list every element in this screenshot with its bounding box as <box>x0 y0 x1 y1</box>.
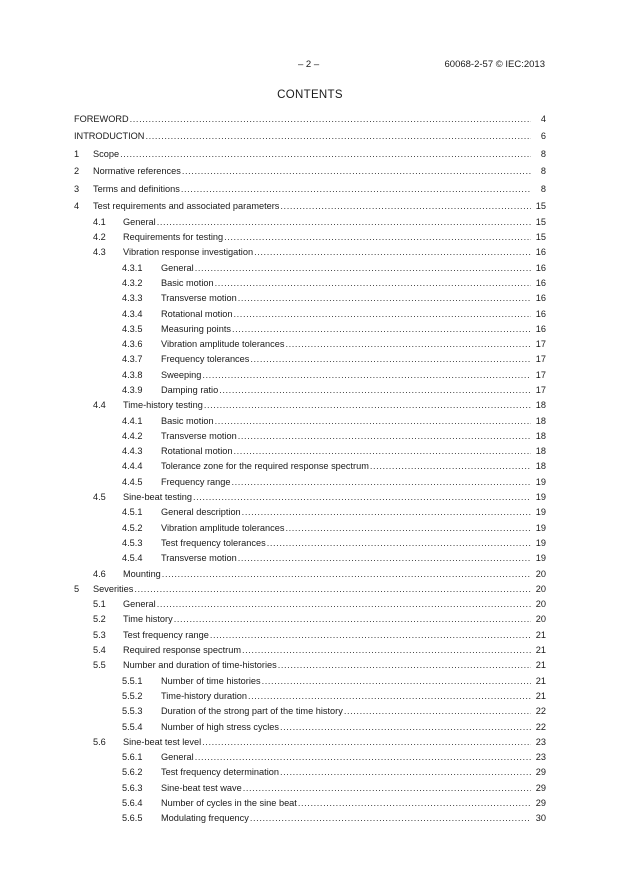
toc-entry-page: 21 <box>535 629 546 640</box>
dot-leader <box>181 182 531 197</box>
toc-entry-number: 4.3.9 <box>122 384 143 395</box>
toc-entry[interactable] <box>74 352 546 367</box>
toc-entry-title: Frequency range <box>161 476 231 487</box>
toc-entry-page: 21 <box>535 660 546 671</box>
dot-leader <box>298 796 531 811</box>
toc-entry-page: 29 <box>535 798 546 808</box>
page-header <box>0 59 620 73</box>
toc-entry-number: 5 <box>74 583 80 594</box>
dot-leader <box>278 658 531 673</box>
toc-entry[interactable] <box>74 567 546 582</box>
toc-entry-title: Scope <box>93 148 120 159</box>
dot-leader <box>280 720 531 735</box>
toc-entry[interactable] <box>74 521 546 536</box>
toc-entry-page: 16 <box>535 308 546 319</box>
toc-entry[interactable] <box>74 444 546 459</box>
toc-entry-number: 4.4 <box>93 400 106 411</box>
dot-leader <box>285 337 531 352</box>
toc-entry-page: 18 <box>535 430 546 441</box>
dot-leader <box>210 628 531 643</box>
toc-entry[interactable] <box>74 307 546 322</box>
toc-entry-number: 5.1 <box>93 599 106 610</box>
toc-entry-number: 5.4 <box>93 645 106 656</box>
dot-leader <box>254 245 531 260</box>
dot-leader <box>202 368 531 383</box>
dot-leader <box>238 429 531 444</box>
dot-leader <box>234 307 532 322</box>
toc-entry-title: INTRODUCTION <box>74 131 145 142</box>
toc-entry-number: 4.4.3 <box>122 446 143 457</box>
toc-entry[interactable] <box>74 750 546 765</box>
toc-entry-page: 15 <box>535 216 546 227</box>
toc-entry[interactable] <box>74 398 546 413</box>
toc-entry-page: 15 <box>535 201 546 212</box>
toc-entry-page: 8 <box>540 183 546 194</box>
toc-entry-page: 20 <box>535 599 546 610</box>
dot-leader <box>248 689 531 704</box>
toc-entry-title: Transverse motion <box>161 430 237 441</box>
toc-entry-title: Measuring points <box>161 323 231 334</box>
toc-entry[interactable] <box>74 129 546 144</box>
toc-entry[interactable] <box>74 490 546 505</box>
toc-entry-number: 4.3.6 <box>122 339 143 350</box>
toc-entry-number: 4.4.4 <box>122 461 143 472</box>
toc-entry-page: 19 <box>535 537 546 548</box>
toc-entry-number: 4 <box>74 201 80 212</box>
toc-entry-title: Vibration response investigation <box>123 247 254 258</box>
dot-leader <box>174 612 531 627</box>
toc-entry-number: 4.2 <box>93 232 106 243</box>
toc-entry[interactable] <box>74 429 546 444</box>
toc-entry-title: Frequency tolerances <box>161 354 250 365</box>
toc-entry-number: 4.4.1 <box>122 415 143 426</box>
dot-leader <box>238 551 531 566</box>
toc-entry-title: Number of cycles in the sine beat <box>161 798 297 808</box>
dot-leader <box>130 112 531 127</box>
toc-entry-number: 4.6 <box>93 568 106 579</box>
toc-entry-number: 5.5.2 <box>122 690 143 701</box>
toc-entry[interactable] <box>74 735 546 750</box>
toc-entry-title: General <box>123 599 156 610</box>
toc-entry[interactable] <box>74 322 546 337</box>
toc-entry-title: Normative references <box>93 166 181 177</box>
toc-entry-page: 19 <box>535 553 546 564</box>
toc-entry-title: General <box>161 262 194 273</box>
toc-entry-title: Transverse motion <box>161 293 237 304</box>
dot-leader <box>344 704 531 719</box>
toc-entry[interactable] <box>74 582 546 597</box>
toc-entry-number: 4.3.1 <box>122 262 143 273</box>
toc-entry[interactable] <box>74 414 546 429</box>
dot-leader <box>182 164 531 179</box>
toc-entry-number: 4.3.2 <box>122 277 143 288</box>
toc-entry-title: Sine-beat testing <box>123 492 192 503</box>
toc-entry[interactable] <box>74 383 546 398</box>
dot-leader <box>262 674 531 689</box>
dot-leader <box>267 536 531 551</box>
toc-entry-title: Duration of the strong part of the time history <box>161 706 343 717</box>
toc-entry[interactable] <box>74 811 546 826</box>
toc-entry[interactable] <box>74 112 546 127</box>
toc-entry-number: 5.6.1 <box>122 752 143 763</box>
toc-entry[interactable] <box>74 215 546 230</box>
toc-entry-number: 4.5.3 <box>122 537 143 548</box>
dot-leader <box>157 215 531 230</box>
dot-leader <box>162 567 531 582</box>
toc-entry-number: 5.5 <box>93 660 106 671</box>
toc-entry-page: 20 <box>535 568 546 579</box>
toc-entry[interactable] <box>74 720 546 735</box>
dot-leader <box>250 352 531 367</box>
toc-entry-page: 18 <box>535 461 546 472</box>
dot-leader <box>202 735 531 750</box>
toc-entry-page: 22 <box>535 721 546 732</box>
toc-entry-page: 23 <box>535 752 546 763</box>
toc-entry-page: 16 <box>535 293 546 304</box>
toc-entry-title: Basic motion <box>161 277 214 288</box>
toc-entry-title: Sine-beat test level <box>123 736 202 747</box>
toc-entry[interactable] <box>74 505 546 520</box>
document-reference: 60068-2-57 © IEC:2013 <box>444 59 545 70</box>
toc-entry-title: Modulating frequency <box>161 813 249 824</box>
dot-leader <box>195 750 531 765</box>
toc-entry-page: 6 <box>540 131 546 142</box>
toc-entry-number: 4.5 <box>93 492 106 503</box>
toc-entry[interactable] <box>74 230 546 245</box>
toc-entry[interactable] <box>74 765 546 780</box>
toc-entry-title: Test frequency determination <box>161 767 279 778</box>
toc-entry-number: 5.6.4 <box>122 798 143 808</box>
toc-entry[interactable] <box>74 276 546 291</box>
dot-leader <box>120 147 531 162</box>
dot-leader <box>134 582 531 597</box>
toc-entry-page: 18 <box>535 400 546 411</box>
toc-entry-title: Vibration amplitude tolerances <box>161 522 285 533</box>
toc-entry[interactable] <box>74 643 546 658</box>
toc-entry-title: Test requirements and associated parameters <box>93 201 280 212</box>
toc-entry-page: 17 <box>535 384 546 395</box>
toc-entry[interactable] <box>74 597 546 612</box>
toc-entry-number: 4.3.8 <box>122 369 143 380</box>
toc-entry-page: 21 <box>535 645 546 656</box>
toc-entry-number: 4.4.5 <box>122 476 143 487</box>
toc-entry-title: Transverse motion <box>161 553 237 564</box>
toc-entry-title: Test frequency tolerances <box>161 537 266 548</box>
dot-leader <box>195 261 531 276</box>
toc-entry[interactable] <box>74 147 546 162</box>
toc-entry-number: 4.3 <box>93 247 106 258</box>
toc-entry-page: 8 <box>540 166 546 177</box>
toc-entry-title: Rotational motion <box>161 308 233 319</box>
toc-entry[interactable] <box>74 536 546 551</box>
toc-entry-title: Time-history duration <box>161 690 247 701</box>
toc-entry-title: Number of time histories <box>161 675 261 686</box>
toc-entry-title: Requirements for testing <box>123 232 224 243</box>
toc-entry-number: 4.5.1 <box>122 507 143 518</box>
toc-entry[interactable] <box>74 612 546 627</box>
toc-entry-title: Basic motion <box>161 415 214 426</box>
toc-entry-title: Time-history testing <box>123 400 203 411</box>
toc-entry[interactable] <box>74 199 546 214</box>
toc-entry-page: 19 <box>535 476 546 487</box>
toc-entry-title: Required response spectrum <box>123 645 241 656</box>
toc-entry-page: 19 <box>535 522 546 533</box>
toc-entry-page: 18 <box>535 446 546 457</box>
dot-leader <box>157 597 531 612</box>
toc-entry-title: General <box>123 216 156 227</box>
dot-leader <box>243 781 531 796</box>
toc-entry[interactable] <box>74 475 546 490</box>
toc-entry[interactable] <box>74 182 546 197</box>
toc-entry-number: 3 <box>74 183 80 194</box>
toc-entry-title: Tolerance zone for the required response spectrum <box>161 461 369 472</box>
toc-entry-page: 20 <box>535 583 546 594</box>
toc-entry-number: 5.6 <box>93 736 106 747</box>
toc-entry-page: 15 <box>535 232 546 243</box>
toc-entry-title: FOREWORD <box>74 114 129 124</box>
toc-entry-number: 4.3.7 <box>122 354 143 365</box>
dot-leader <box>280 199 531 214</box>
toc-entry[interactable] <box>74 261 546 276</box>
toc-entry-page: 23 <box>535 736 546 747</box>
toc-entry-title: Time history <box>123 614 173 625</box>
toc-entry-number: 4.3.4 <box>122 308 143 319</box>
toc-entry-page: 19 <box>535 492 546 503</box>
toc-entry-page: 29 <box>535 767 546 778</box>
toc-entry[interactable] <box>74 628 546 643</box>
toc-entry-title: Number and duration of time-histories <box>123 660 277 671</box>
contents-title: CONTENTS <box>277 89 343 101</box>
toc-entry-number: 4.3.3 <box>122 293 143 304</box>
dot-leader <box>280 765 531 780</box>
toc-entry-number: 5.3 <box>93 629 106 640</box>
toc-entry-number: 4.3.5 <box>122 323 143 334</box>
toc-entry-page: 21 <box>535 675 546 686</box>
toc-entry[interactable] <box>74 704 546 719</box>
toc-entry-number: 2 <box>74 166 80 177</box>
toc-entry-number: 5.6.5 <box>122 813 143 824</box>
toc-entry[interactable] <box>74 368 546 383</box>
dot-leader <box>193 490 531 505</box>
dot-leader <box>215 414 531 429</box>
dot-leader <box>242 643 531 658</box>
toc-entry-page: 16 <box>535 323 546 334</box>
toc-entry-title: Test frequency range <box>123 629 209 640</box>
toc-entry-number: 4.1 <box>93 216 106 227</box>
toc-entry[interactable] <box>74 658 546 673</box>
toc-entry-title: Severities <box>93 583 134 594</box>
toc-entry-page: 21 <box>535 690 546 701</box>
dot-leader <box>250 811 531 826</box>
toc-entry-page: 19 <box>535 507 546 518</box>
toc-entry-number: 4.4.2 <box>122 430 143 441</box>
toc-entry-number: 5.5.3 <box>122 706 143 717</box>
toc-entry[interactable] <box>74 781 546 796</box>
toc-entry-title: Rotational motion <box>161 446 233 457</box>
toc-entry-page: 29 <box>535 782 546 793</box>
table-of-contents <box>74 112 546 827</box>
toc-entry-number: 5.2 <box>93 614 106 625</box>
toc-entry[interactable] <box>74 551 546 566</box>
toc-entry-page: 17 <box>535 369 546 380</box>
toc-entry-number: 1 <box>74 148 80 159</box>
toc-entry-title: Damping ratio <box>161 384 219 395</box>
toc-entry-page: 4 <box>540 114 546 124</box>
toc-entry-page: 30 <box>535 813 546 824</box>
toc-entry-page: 17 <box>535 339 546 350</box>
toc-entry-number: 5.6.3 <box>122 782 143 793</box>
toc-entry[interactable] <box>74 796 546 811</box>
dot-leader <box>231 475 531 490</box>
toc-entry-title: Sine-beat test wave <box>161 782 242 793</box>
toc-entry-title: General description <box>161 507 241 518</box>
toc-entry-title: Terms and definitions <box>93 183 180 194</box>
dot-leader <box>232 322 531 337</box>
dot-leader <box>145 129 531 144</box>
toc-entry-title: General <box>161 752 194 763</box>
toc-entry-number: 5.5.4 <box>122 721 143 732</box>
toc-entry-number: 4.5.4 <box>122 553 143 564</box>
toc-entry-page: 20 <box>535 614 546 625</box>
dot-leader <box>285 521 531 536</box>
toc-entry-page: 16 <box>535 262 546 273</box>
toc-entry[interactable] <box>74 337 546 352</box>
toc-entry-page: 8 <box>540 148 546 159</box>
toc-entry-title: Mounting <box>123 568 161 579</box>
dot-leader <box>234 444 532 459</box>
toc-entry-page: 17 <box>535 354 546 365</box>
dot-leader <box>219 383 531 398</box>
toc-entry-page: 22 <box>535 706 546 717</box>
page-number: – 2 – <box>298 59 320 70</box>
toc-entry-title: Vibration amplitude tolerances <box>161 339 285 350</box>
toc-entry-number: 4.5.2 <box>122 522 143 533</box>
toc-entry[interactable] <box>74 164 546 179</box>
toc-entry-page: 16 <box>535 247 546 258</box>
toc-entry[interactable] <box>74 245 546 260</box>
toc-entry-title: Sweeping <box>161 369 202 380</box>
toc-entry[interactable] <box>74 291 546 306</box>
dot-leader <box>242 505 531 520</box>
toc-entry-page: 18 <box>535 415 546 426</box>
toc-entry-title: Number of high stress cycles <box>161 721 279 732</box>
toc-entry-page: 16 <box>535 277 546 288</box>
toc-entry[interactable] <box>74 674 546 689</box>
dot-leader <box>204 398 531 413</box>
dot-leader <box>238 291 531 306</box>
toc-entry-number: 5.6.2 <box>122 767 143 778</box>
toc-entry[interactable] <box>74 459 546 474</box>
dot-leader <box>370 459 531 474</box>
dot-leader <box>215 276 531 291</box>
dot-leader <box>224 230 531 245</box>
toc-entry[interactable] <box>74 689 546 704</box>
toc-entry-number: 5.5.1 <box>122 675 143 686</box>
